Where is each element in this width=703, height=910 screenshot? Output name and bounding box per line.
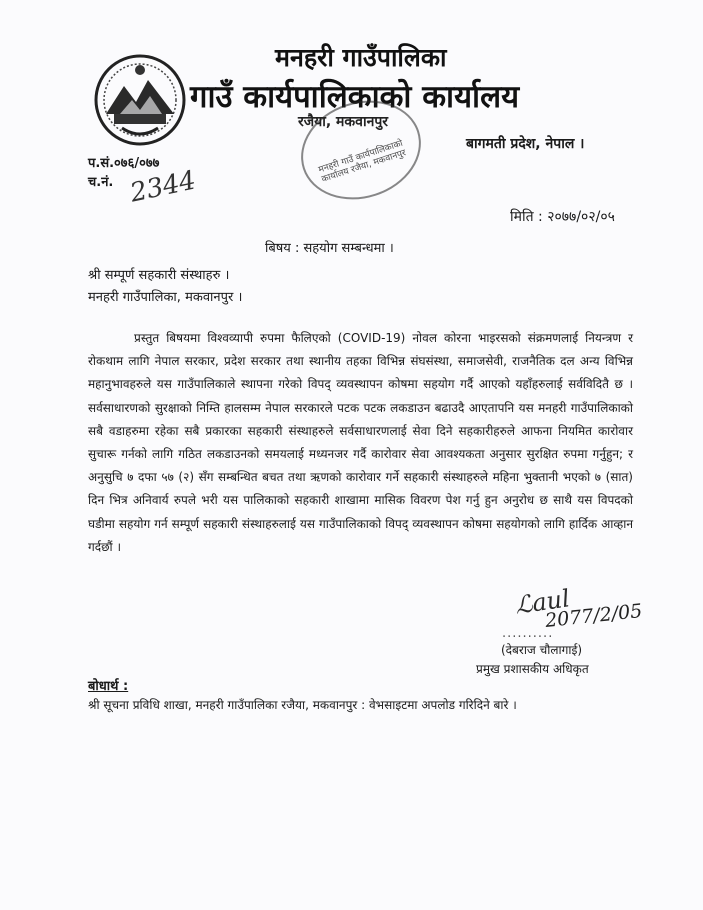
letter-date: मिति : २०७७/०२/०५ [510,209,615,225]
cc-heading: बोधार्थ : [88,679,129,694]
dispatch-label: च.नं. [88,175,114,190]
signature-line: .......... [502,626,554,641]
signer-name: (देबराज चौलागाई) [501,643,583,657]
nepal-emblem-icon [92,52,188,148]
signer-title: प्रमुख प्रशासकीय अधिकृत [476,662,589,676]
office-address: रजैया, मकवानपुर [298,114,389,130]
cc-text: श्री सूचना प्रविधि शाखा, मनहरी गाउँपालिका रजैया, मकवानपुर : वेभसाइटमा अपलोड गरिदिने बारे । [88,698,517,712]
letter-body: प्रस्तुत बिषयमा विश्वव्यापी रुपमा फैलिएको (COVID-19) नोवल कोरना भाइरसको संक्रमणलाई नियन्त्रण र रोकथाम लागि नेपाल सरकार, प्रदेश सरकार तथा स्थानीय तहका विभिन्न संघसंस्था, समाजसेवी, राजनैतिक दल अन्य विभिन्न महानुभावहरुले यस गाउँपालिकाले स्थापना गरेको विपद् व्यवस्थापन कोषमा सहयोग गर्दै आएको यहाँहरुलाई सर्वविदितै छ । सर्वसाधारणको सुरक्षाको निम्ति हालसम्म नेपाल सरकारले पटक पटक लकडाउन बढाउदै आएतापनि यस मनहरी गाउँपालिकाको सबै वडाहरुमा रहेका सबै प्रकारका सहकारी संस्थाहरुले सर्वसाधारणलाई सेवा दिने सहकारीहरुले आफना नियमित कारोवार सुचारू गर्नको लागि गठित लकडाउनको समयलाई मध्यनजर गर्दै कारोवार सेवा आवश्यकता अनुसार सुरक्षित रुपमा गर्नुहुन; र अनुसुचि ७ दफा ५७ (२) सँग सम्बन्धित बचत तथा ऋणको कारोवार गर्ने सहकारी संस्थाहरुले महिना भुक्तानी भएको ७ (सात) दिन भित्र अनिवार्य रुपले भरी यस पालिकाको सहकारी शाखामा मासिक विवरण पेश गर्नु हुन अनुरोध छ साथै यस विपदको घडीमा सहयोग गर्न सम्पूर्ण सहकारी संस्थाहरुलाई यस गाउँपालिकाको विपद् व्यवस्थापन कोषमा सहयोगको लागि हार्दिक आव्हान गर्दछौं । [88,331,633,554]
recipient-line-1: श्री सम्पूर्ण सहकारी संस्थाहरु । [88,268,230,283]
letter-subject: बिषय : सहयोग सम्बन्धमा । [265,241,394,256]
office-name: गाउँ कार्यपालिकाको कार्यालय [190,79,520,115]
province-line: बागमती प्रदेश, नेपाल । [466,136,585,152]
signature-date-handwritten: 2077/2/05 [544,599,644,633]
organization-name: मनहरी गाउँपालिका [275,43,447,72]
recipient-line-2: मनहरी गाउँपालिका, मकवानपुर । [88,290,243,305]
reference-number: प.सं.०७६/०७७ [88,156,160,171]
dispatch-number-handwritten: 2344 [127,165,199,209]
signature: ℒaul [513,584,572,620]
stamp-text: मनहरी गाउँ कार्यपालिकाको कार्यालय रजैया, मकवानपुर [317,138,408,185]
